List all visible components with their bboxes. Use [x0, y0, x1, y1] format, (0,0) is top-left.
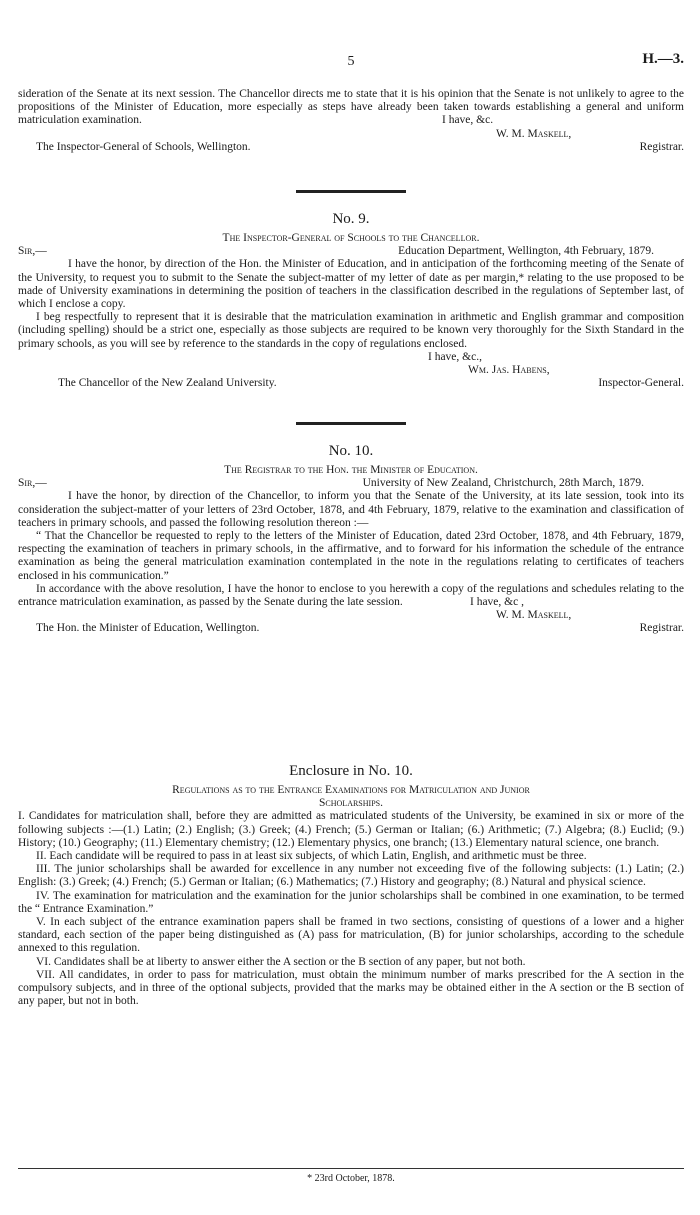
- page-number: 5: [347, 54, 355, 69]
- letter-10-place-date: University of New Zealand, Christchurch, 28th March, 1879.: [362, 477, 644, 490]
- letter-9-heading: The Inspector-General of Schools to the Chancellor.: [222, 232, 480, 244]
- letter-10-salutation: Sir,—: [18, 477, 47, 490]
- letter-8-closing: I have, &c.: [442, 114, 494, 127]
- letter-9-paragraph-1: I have the honor, by direction of the Hon. the Minister of Education, and in anticipation of the forthcoming meeting of the Senate of the University, to request you to submit to the Senate the subject-matter of my letter of date as per margin,* relating to the use proposed to be made of University examinations in determining the position of teachers in the classification described in the regulations of September last, of which I enclose a copy.: [18, 258, 684, 310]
- letter-9-closing: I have, &c.,: [428, 350, 482, 363]
- enclosure-subheading-line-1: Regulations as to the Entrance Examinations for Matriculation and Junior: [172, 784, 530, 796]
- letter-10-title: Registrar.: [639, 622, 684, 635]
- letter-9-paragraph-2: I beg respectfully to represent that it is desirable that the matriculation examination in arithmetic and English grammar and composition (including spelling) should be a strict one, especially as those subjects are required to be known very thoroughly for the Sixth Standard in the primary schools, as you will see by reference to the standards in the copy of regulations enclosed.: [18, 311, 684, 350]
- footnote-rule: [18, 1168, 684, 1169]
- letter-10-closing: I have, &c ,: [470, 596, 524, 609]
- letter-9-signer: Wm. Jas. Habens,: [468, 364, 550, 376]
- letter-10-addressee: The Hon. the Minister of Education, Wellington.: [36, 622, 260, 635]
- letter-9-place-date: Education Department, Wellington, 4th February, 1879.: [398, 245, 654, 258]
- letter-9-title: Inspector-General.: [598, 377, 684, 390]
- enclosure: [18, 762, 684, 1008]
- section-divider: [18, 422, 684, 425]
- regulation-6: VI. Candidates shall be at liberty to answer either the A section or the B section of any paper, but not both.: [36, 955, 526, 968]
- letter-9-number: No. 9.: [332, 211, 370, 227]
- page-header: [18, 0, 684, 69]
- letter-10-number: No. 10.: [328, 443, 374, 459]
- document-page: [18, 0, 684, 1184]
- section-divider: [18, 190, 684, 193]
- letter-8-addressee: The Inspector-General of Schools, Wellington.: [36, 140, 251, 153]
- letter-10-paragraph-3: In accordance with the above resolution, I have the honor to enclose to you herewith a copy of the regulations and schedules relating to the entrance matriculation examination, as passed by the Senate during the late session.: [18, 582, 684, 609]
- letter-10-heading: The Registrar to the Hon. the Minister of Education.: [224, 464, 478, 476]
- regulation-7: VII. All candidates, in order to pass for matriculation, must obtain the minimum number of marks prescribed for the A section in the compulsory subjects, and in three of the optional subjects, provided that the marks may be obtained either in the A section or the B section of any paper, but not in both.: [18, 968, 684, 1008]
- regulation-1: I. Candidates for matriculation shall, before they are admitted as matriculated students of the University, be examined in six or more of the following subjects :—(1.) Latin; (2.) English; (3.) Greek; (4.) French; (5.) German or Italian; (6.) Arithmetic; (7.) Algebra; (8.) Euclid; (9.) History; (10.) Geography; (11.) Elementary chemistry; (12.) Elementary physics, one branch; (13.) Elementary natural science, one branch.: [18, 810, 684, 849]
- letter-10-paragraph-1: I have the honor, by direction of the Chancellor, to inform you that the Senate of the University, at its late session, took into its consideration the subject-matter of your letters of 23rd October, 1878, and 4th February, 1879, relative to the examination and classification of teachers in primary schools, and passed the following resolution thereon :—: [18, 490, 684, 529]
- enclosure-subheading-line-2: Scholarships.: [319, 797, 383, 810]
- letter-8-body: sideration of the Senate at its next session. The Chancellor directs me to state that it is his opinion that the Senate is not unlikely to agree to the propositions of the Minister of Education, more especially as steps have already been taken towards establishing a general and uniform matriculation examination.: [18, 88, 684, 127]
- footnote: * 23rd October, 1878.: [307, 1173, 395, 1184]
- letter-9-addressee: The Chancellor of the New Zealand University.: [58, 377, 277, 390]
- letter-10-signer: W. M. Maskell,: [496, 609, 572, 622]
- letter-8-title: Registrar.: [639, 140, 684, 153]
- letter-10: [18, 442, 684, 636]
- letter-9: [18, 210, 684, 390]
- regulation-5: V. In each subject of the entrance examination papers shall be framed in two sections, consisting of questions of a lower and a higher standard, each section of the paper being distinguished as (A) pass for matriculation, (B) for junior scholarships, according to the schedule annexed to this regulation.: [18, 916, 684, 955]
- regulation-3: III. The junior scholarships shall be awarded for excellence in any number not exceeding five of the following subjects: (1.) Latin; (2.) English: (3.) Greek; (4.) French; (5.) German or Italian; (6.) Mathematics; (7.) History and geography; (8.) Natural and physical science.: [18, 863, 684, 889]
- letter-8-continuation: [18, 88, 684, 154]
- letter-9-salutation: Sir,—: [18, 245, 47, 258]
- letter-10-resolution: “ That the Chancellor be requested to reply to the letters of the Minister of Education, dated 23rd October, 1878, and 4th February, 1879, respecting the examination of teachers in primary schools, in the affirmative, and to forward for his information the schedule of the entrance examination as being the general matriculation examination contemplated in the note in the regulations relating to certificates of teachers enclosed in his communication.”: [18, 530, 684, 582]
- footnote-area: [18, 1168, 684, 1185]
- enclosure-heading: Enclosure in No. 10.: [289, 763, 413, 779]
- regulation-2: II. Each candidate will be required to pass in at least six subjects, of which Latin, English, and arithmetic must be three.: [36, 850, 587, 863]
- document-reference: H.—3.: [642, 51, 684, 67]
- letter-8-signer: W. M. Maskell,: [496, 127, 572, 140]
- regulation-4: IV. The examination for matriculation and the examination for the junior scholarships shall be combined in one examination, to be termed the “ Entrance Examination.”: [18, 889, 684, 915]
